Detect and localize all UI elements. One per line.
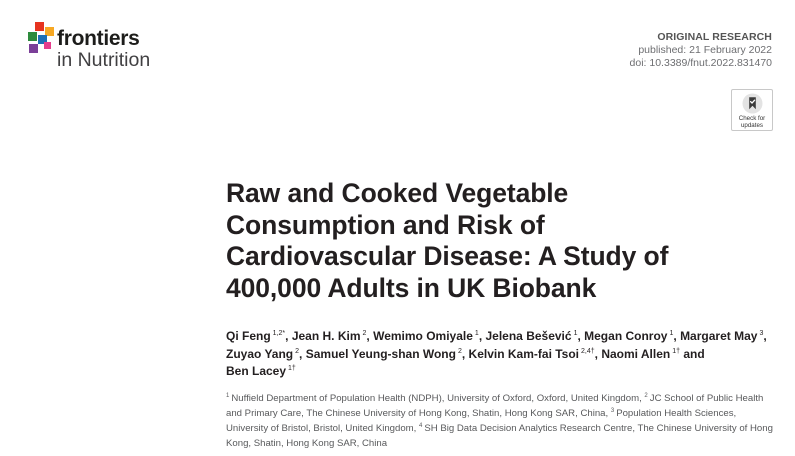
check-for-updates-label	[732, 115, 772, 129]
affiliation-list	[226, 391, 774, 451]
affiliation-number: 4	[419, 423, 423, 429]
author-separator: ,	[478, 329, 486, 343]
author-item[interactable]	[373, 329, 485, 343]
author-name[interactable]: Jean H. Kim	[291, 329, 361, 343]
author-name[interactable]: Megan Conroy	[584, 329, 668, 343]
author-separator: ,	[577, 329, 585, 343]
author-name[interactable]: Ben Lacey	[226, 364, 287, 378]
author-affiliation-marker: 1,2*	[272, 330, 286, 337]
bookmark-check-icon	[742, 93, 763, 114]
logo-square-purple	[29, 44, 38, 53]
frontiers-logo-mark-icon	[26, 22, 56, 56]
article-title	[226, 178, 766, 304]
author-affiliation-marker: 1	[474, 330, 479, 337]
affiliation-item	[226, 393, 644, 404]
author-item[interactable]	[584, 329, 680, 343]
author-separator: ,	[594, 346, 602, 361]
title-line: Consumption and Risk of	[226, 209, 545, 240]
check-for-updates-button[interactable]	[731, 89, 773, 131]
author-item[interactable]	[680, 329, 767, 343]
author-affiliation-marker: 2,4†	[581, 347, 595, 355]
check-label-line1: Check for	[738, 115, 766, 122]
title-line: 400,000 Adults in UK Biobank	[226, 272, 597, 303]
author-separator: ,	[299, 346, 306, 361]
author-item[interactable]	[226, 329, 292, 343]
logo-square-red	[35, 22, 44, 31]
author-name[interactable]: Margaret May	[680, 329, 758, 343]
author-affiliation-marker: 2	[295, 347, 300, 355]
author-item[interactable]	[469, 347, 602, 361]
logo-square-green	[28, 32, 37, 41]
affiliation-text: Nuffield Department of Population Health (NDPH), University of Oxford, Oxford, United Kingdom,	[231, 393, 645, 404]
author-separator: ,	[461, 346, 469, 361]
author-name[interactable]: Samuel Yeung-shan Wong	[305, 346, 456, 361]
author-item[interactable]	[601, 347, 704, 361]
doi-link[interactable]: doi: 10.3389/fnut.2022.831470	[629, 57, 772, 69]
author-affiliation-marker: 1	[669, 330, 674, 337]
article-meta	[630, 31, 772, 70]
author-separator: ,	[673, 329, 681, 343]
logo-wordmark-journal: in Nutrition	[57, 49, 151, 71]
author-item[interactable]	[486, 329, 585, 343]
author-separator: ,	[763, 329, 767, 343]
author-affiliation-marker: 1†	[672, 347, 681, 355]
author-affiliation-marker: 2	[362, 330, 367, 337]
author-item[interactable]	[226, 347, 306, 361]
logo-wordmark-frontiers: frontiers	[57, 27, 140, 50]
author-name[interactable]: Wemimo Omiyale	[373, 329, 473, 343]
author-item[interactable]	[292, 329, 373, 343]
affiliation-text: SH Big Data Decision Analytics Research Centre, The Chinese University of Hong Kong, Shatin, Hong Kong SAR, China	[226, 423, 773, 449]
author-name[interactable]: Jelena Bešević	[485, 329, 572, 343]
author-name[interactable]: Qi Feng	[226, 329, 271, 343]
affiliation-text: JC School of Public Health and Primary Care, The Chinese University of Hong Kong, Shatin, Hong Kong SAR, China,	[226, 393, 764, 419]
author-item[interactable]	[306, 347, 469, 361]
affiliation-number: 3	[610, 408, 615, 414]
article-type: ORIGINAL RESEARCH	[657, 31, 772, 43]
author-affiliation-marker: 1	[573, 330, 578, 337]
author-name[interactable]: Zuyao Yang	[226, 346, 294, 361]
affiliation-number: 2	[644, 393, 648, 399]
author-list	[226, 328, 771, 381]
published-date: published: 21 February 2022	[638, 44, 772, 56]
logo-square-pink	[44, 42, 51, 49]
author-affiliation-marker: 3	[759, 330, 764, 337]
author-separator: ,	[366, 329, 374, 343]
title-line: Cardiovascular Disease: A Study of	[226, 241, 669, 271]
check-label-line2: updates	[740, 122, 764, 129]
title-line: Raw and Cooked Vegetable	[226, 178, 569, 208]
journal-logo[interactable]	[26, 22, 186, 72]
affiliation-number: 1	[226, 393, 230, 399]
affiliation-text: Population Health Sciences, University of Bristol, Bristol, United Kingdom,	[226, 408, 737, 434]
author-affiliation-marker: 1†	[288, 365, 296, 372]
author-separator: ,	[285, 329, 292, 343]
author-name[interactable]: Naomi Allen	[601, 346, 671, 361]
author-name[interactable]: Kelvin Kam-fai Tsoi	[468, 346, 580, 361]
author-affiliation-marker: 2	[457, 347, 462, 355]
logo-square-orange	[45, 27, 54, 36]
author-separator: and	[680, 346, 705, 361]
author-item[interactable]	[226, 364, 296, 378]
